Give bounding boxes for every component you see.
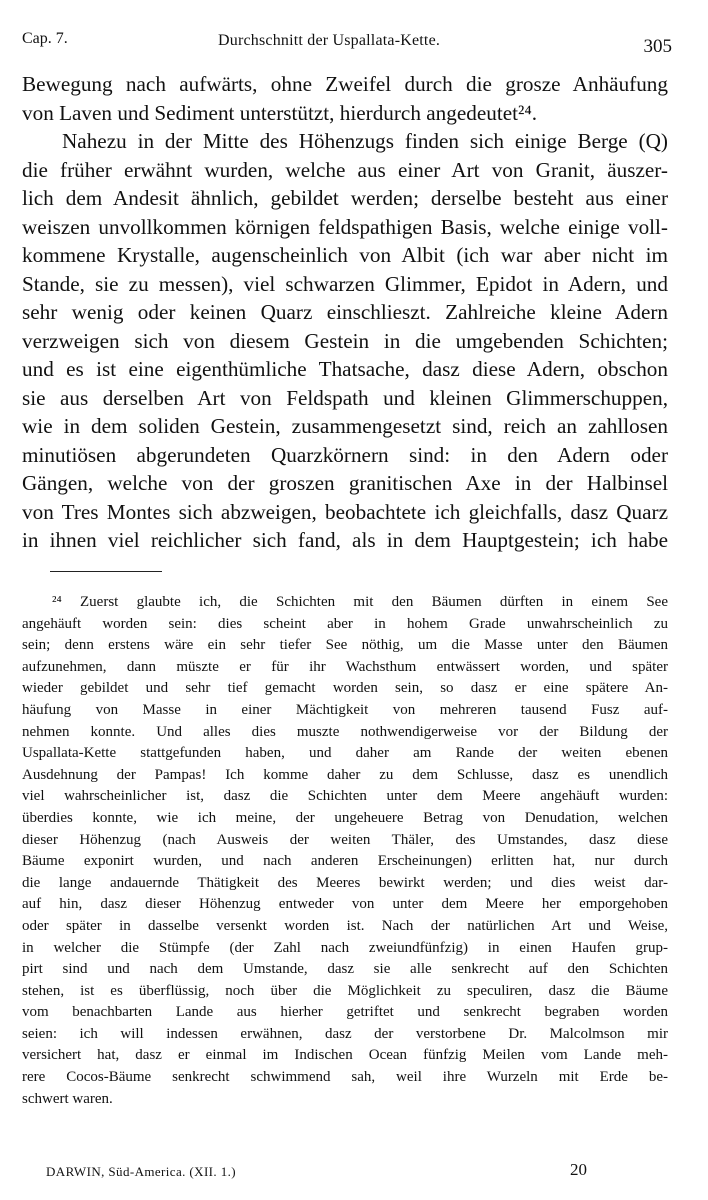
footnote-line: Uspallata-Kette stattgefunden haben, und daher am Rande der weiten ebenen: [22, 745, 668, 762]
footnote-line: auf hin, dasz dieser Höhenzug entweder von unter dem Meere her emporgehoben: [22, 896, 668, 913]
text-line: sie aus derselben Art von Feldspath und kleinen Glimmerschuppen,: [22, 385, 668, 410]
main-text: [22, 70, 668, 555]
footnote-line: pirt sind und nach dem Umstande, dasz sie alle senkrecht auf den Schichten: [22, 961, 668, 978]
footnote-line: seien: ich will indessen erwähnen, dasz der verstorbene Dr. Malcolmson mir: [22, 1025, 668, 1042]
text-line: Bewegung nach aufwärts, ohne Zweifel durch die grosze Anhäufung: [22, 72, 668, 96]
footnote-line: Bäume exponirt wurden, und nach anderen Erscheinungen) erlitten hat, nur durch: [22, 853, 668, 870]
text-line: in ihnen viel reichlicher sich fand, als in dem Hauptgestein; ich habe: [22, 528, 668, 552]
footnote-separator: [50, 571, 162, 572]
text-line: kommene Krystalle, augenscheinlich von Albit (ich war aber nicht im: [22, 243, 668, 267]
footnote-line: schwert waren.: [22, 1090, 113, 1107]
footnote-line: versichert hat, dasz er einmal im Indischen Ocean fünfzig Meilen vom Lande meh-: [22, 1047, 668, 1064]
running-header: [22, 22, 672, 57]
footnote-line: ²⁴ Zuerst glaubte ich, die Schichten mit den Bäumen dürften in einem See: [52, 594, 668, 610]
text-line: Gängen, welche von der groszen granitischen Axe in der Halbinsel: [22, 471, 668, 495]
footnote-line: vom benachbarten Lande aus hierher getriftet und senkrecht begraben worden: [22, 1004, 668, 1021]
text-line: Stande, sie zu messen), viel schwarzen Glimmer, Epidot in Adern, und: [22, 271, 668, 296]
footnote-line: die lange andauernde Thätigkeit des Meeres bewirkt werden; und dies weist dar-: [22, 874, 668, 891]
printer-signature: DARWIN, Süd-America. (XII. 1.): [46, 1164, 236, 1179]
footnote-line: Ausdehnung der Pampas! Ich komme daher zu dem Schlusse, dasz es unendlich: [22, 766, 668, 783]
page-number: 305: [643, 36, 672, 57]
footnote-line: oder später in dasselbe versenkt worden ist. Nach der natürlichen Art und Weise,: [22, 917, 668, 934]
text-line: weiszen unvollkommen körnigen feldspathigen Basis, welche einige voll-: [22, 214, 668, 239]
footnote-line: viel wahrscheinlicher ist, dasz die Schichten unter dem Meere angehäuft wurden:: [22, 788, 668, 805]
footnote-line: häufung von Masse in einer Mächtigkeit von mehreren tausend Fusz auf-: [22, 701, 668, 718]
text-line: lich dem Andesit ähnlich, gebildet werden; derselbe besteht aus einer: [22, 186, 668, 210]
running-title: Durchschnitt der Uspallata-Kette.: [218, 32, 441, 49]
footnote-line: aufzunehmen, dann müszte er für ihr Wachsthum entwässert worden, und später: [22, 658, 668, 675]
text-line: von Laven und Sediment unterstützt, hierdurch angedeutet²⁴.: [22, 100, 538, 125]
text-line: minutiösen abgerundeten Quarzkörnern sind: in den Adern oder: [22, 442, 668, 467]
footnote-line: rere Cocos-Bäume senkrecht schwimmend sah, weil ihre Wurzeln mit Erde be-: [22, 1069, 668, 1086]
signature-footer: [22, 1160, 668, 1184]
text-line: Nahezu in der Mitte des Höhenzugs finden sich einige Berge (Q): [62, 129, 668, 153]
footnote-line: stehen, ist es überflüssig, noch über die Möglichkeit zu speculiren, dasz die Bäume: [22, 982, 668, 999]
text-line: die früher erwähnt wurden, welche aus einer Art von Granit, äuszer-: [22, 157, 668, 182]
text-line: von Tres Montes sich abzweigen, beobachtete ich gleichfalls, dasz Quarz: [22, 499, 668, 524]
footnote-line: überdies konnte, wie ich meine, der ungeheuere Betrag von Denudation, welchen: [22, 809, 668, 826]
footnote-line: nehmen konnte. Und alles dies muszte nothwendigerweise vor der Bildung der: [22, 723, 668, 740]
text-line: verzweigen sich von diesem Gestein in die umgebenden Schichten;: [22, 328, 668, 353]
text-line: und es ist eine eigenthümliche Thatsache, dasz diese Adern, obschon: [22, 357, 668, 381]
footnote-line: in welcher die Stümpfe (der Zahl nach zweiundfünfzig) in einen Haufen grup-: [22, 939, 668, 956]
signature-number: 20: [570, 1160, 587, 1179]
footnote: [22, 592, 668, 1110]
text-line: sehr wenig oder keinen Quarz einschlieszt. Zahlreiche kleine Adern: [22, 300, 668, 324]
footnote-line: wieder gebildet und sehr tief gemacht worden sein, so dasz er eine spätere An-: [22, 680, 668, 697]
footnote-line: angehäuft worden sein: dies scheint aber in hohem Grade unwahrscheinlich zu: [22, 615, 668, 632]
text-line: wie in dem soliden Gestein, zusammengesetzt sind, reich an zahllosen: [22, 414, 668, 438]
footnote-line: sein; denn erstens wäre ein sehr tiefer See nöthig, um die Masse unter den Bäumen: [22, 637, 668, 654]
chapter-label: Cap. 7.: [22, 30, 68, 47]
footnote-line: dieser Höhenzug (nach Ausweis der weiten Thäler, des Umstandes, dasz diese: [22, 831, 668, 848]
